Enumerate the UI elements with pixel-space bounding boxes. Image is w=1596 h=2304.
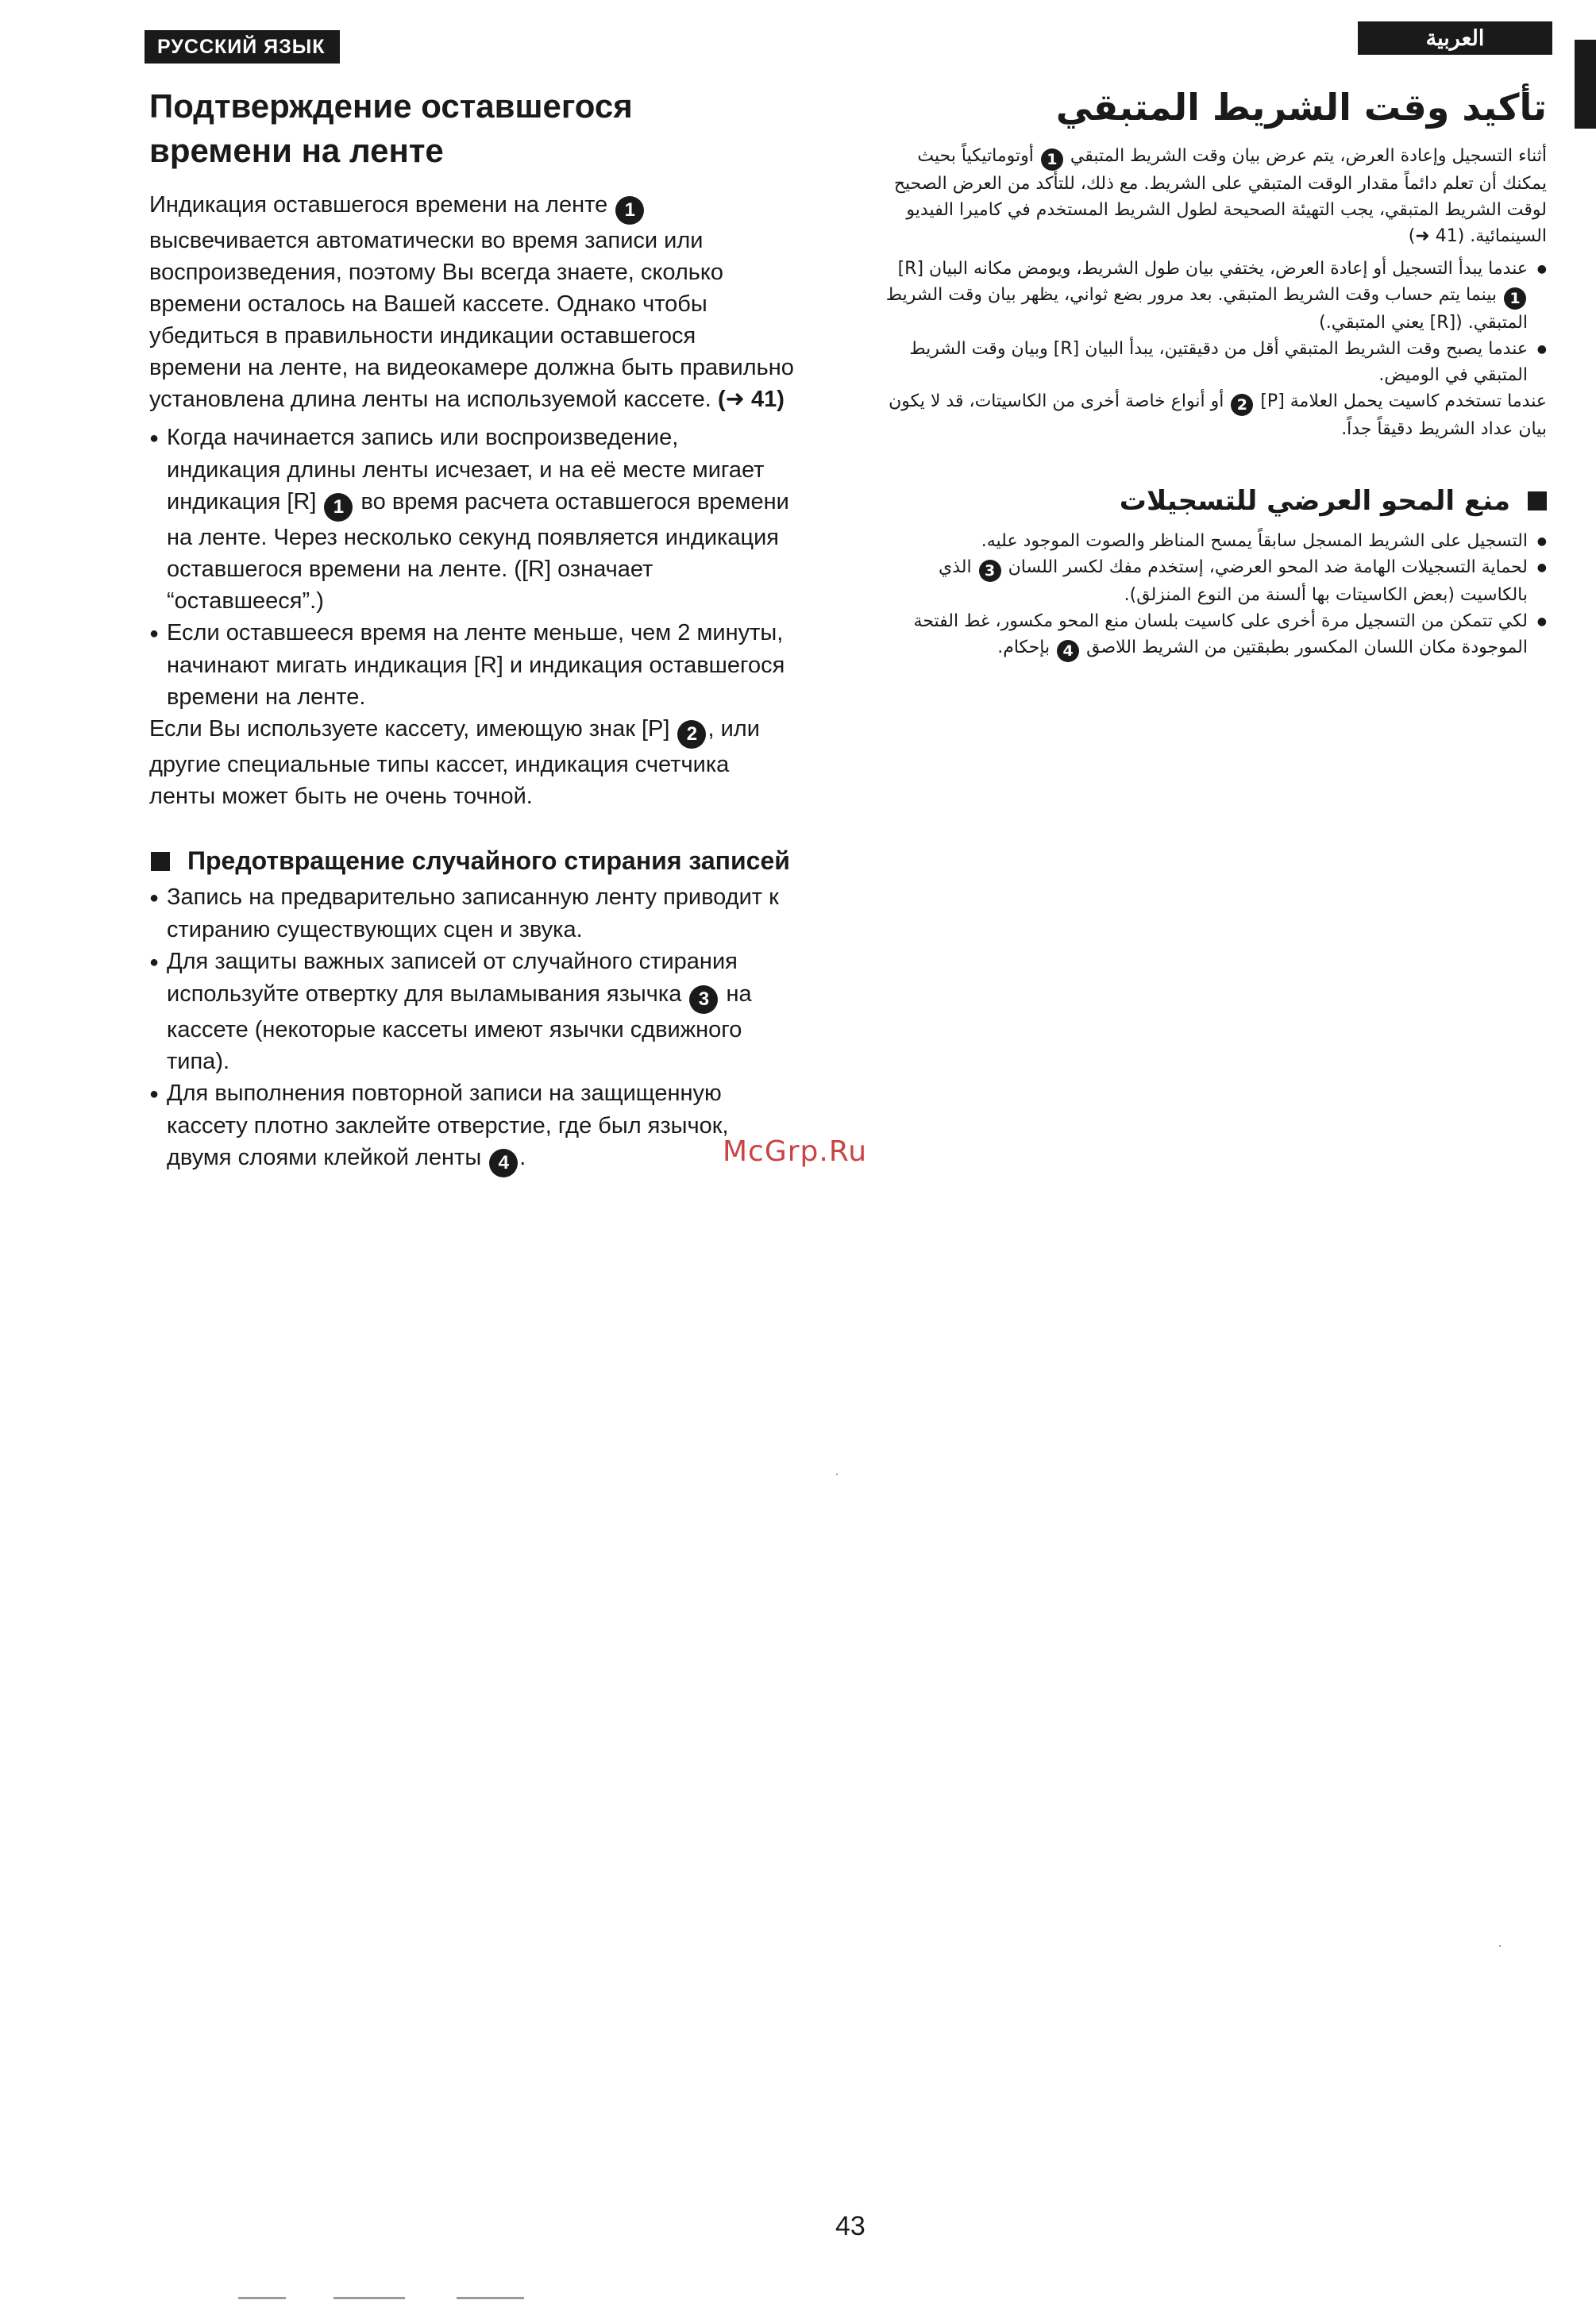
ru-note-text-a: Если Вы используете кассету, имеющую знак [P] xyxy=(149,716,670,742)
ru-intro-text-a: Индикация оставшегося времени на ленте xyxy=(149,192,608,218)
ru-title-line-2: времени на ленте xyxy=(149,132,444,169)
marker-3-icon: 3 xyxy=(979,560,1001,582)
ru-bullet1-text-b: во время расчета оставшегося времени на ленте. Через несколько секунд появляется индикация оставшегося времени на ленте. ([R] означает “оставшееся”.) xyxy=(167,489,789,614)
scan-artifact xyxy=(333,2297,405,2299)
ar-bullet2-text: عندما يصبح وقت الشريط المتبقي أقل من دقيقتين، يبدأ البيان [R] وبيان وقت الشريط المتبقي في الوميض. xyxy=(909,339,1528,385)
ar-bullet5-text-a: لكي تتمكن من التسجيل مرة أخرى على كاسيت بلسان منع المحو مكسور، غط الفتحة الموجودة مكان اللسان المكسور بطبقتين من الشريط اللاصق xyxy=(913,611,1528,657)
marker-1-icon: 1 xyxy=(324,493,353,522)
ru-bullet-list-2 xyxy=(149,881,794,1177)
marker-1-icon: 1 xyxy=(1504,287,1526,310)
ru-bullet1-text-a: Когда начинается запись или воспроизведение, индикация длины ленты исчезает, и на её месте мигает индикация [R] xyxy=(167,425,765,514)
ar-intro-paragraph xyxy=(880,143,1547,249)
marker-4-icon: 4 xyxy=(489,1149,518,1177)
ru-subsection-title: Предотвращение случайного стирания записей xyxy=(187,846,790,875)
ar-section-title: تأكيد وقت الشريط المتبقي xyxy=(1055,86,1547,129)
ru-bullet5-text-a: Для выполнения повторной записи на защищенную кассету плотно заклейте отверстие, где был язычок, двумя слоями клейкой ленты xyxy=(167,1081,729,1170)
list-item xyxy=(880,608,1547,662)
ar-bullet1-text-a: عندما يبدأ التسجيل أو إعادة العرض، يختفي بيان طول الشريط، ويومض مكانه البيان [R] xyxy=(897,259,1528,279)
ru-bullet5-text-b: . xyxy=(519,1145,526,1170)
ru-cassette-note xyxy=(149,713,794,812)
list-item xyxy=(880,336,1547,388)
ru-subsection-heading xyxy=(149,844,794,878)
page-number: 43 xyxy=(835,2211,865,2241)
ar-subsection-heading xyxy=(880,482,1547,520)
list-item xyxy=(880,528,1547,554)
marker-3-icon: 3 xyxy=(689,985,718,1014)
ru-intro-text-b: высвечивается автоматически во время записи или воспроизведения, поэтому Вы всегда знаете, сколько времени осталось на Вашей кассете. Однако чтобы убедиться в правильности индикации оставшегося времени на ленте, на видеокамере должна быть правильно установлена длина ленты на используемой кассете. xyxy=(149,228,794,412)
list-item xyxy=(149,1077,794,1177)
ru-bullet-list-1 xyxy=(149,422,794,713)
ar-intro-text-b: أوتوماتيكياً بحيث يمكنك أن تعلم دائماً مقدار الوقت المتبقي على الشريط. مع ذلك، للتأكد من العرض الصحيح لوقت الشريط المتبقي، يجب التهيئة الصحيحة لطول الشريط المستخدم في كاميرا الفيديو السينمائية. xyxy=(893,146,1547,246)
ar-intro-text-a: أثناء التسجيل وإعادة العرض، يتم عرض بيان وقت الشريط المتبقي xyxy=(1070,146,1547,166)
ar-bullet4-text-b: الذي بالكاسيت (بعض الكاسيتات بها ألسنة من النوع المنزلق). xyxy=(939,557,1528,605)
list-item xyxy=(149,881,794,946)
scan-artifact xyxy=(238,2297,286,2299)
ru-intro-paragraph xyxy=(149,189,794,415)
ar-bullet5-text-b: بإحكام. xyxy=(997,638,1051,657)
list-item xyxy=(880,554,1547,608)
square-bullet-icon xyxy=(151,852,170,871)
marker-2-icon: 2 xyxy=(677,720,706,749)
ar-page-reference: (➜ 41) xyxy=(1408,226,1465,246)
list-item xyxy=(880,256,1547,336)
ar-bullet-list-1 xyxy=(880,256,1547,388)
scan-artifact xyxy=(457,2297,524,2299)
marker-1-icon: 1 xyxy=(615,196,644,225)
list-item xyxy=(149,946,794,1077)
ar-cassette-note xyxy=(880,388,1547,442)
ar-note-text-a: عندما تستخدم كاسيت يحمل العلامة [P] xyxy=(1260,391,1547,411)
arabic-column xyxy=(880,81,1547,662)
ar-subsection-title: منع المحو العرضي للتسجيلات xyxy=(1119,485,1510,517)
ru-page-reference: (➜ 41) xyxy=(717,387,785,412)
ar-bullet3-text: التسجيل على الشريط المسجل سابقاً يمسح المناظر والصوت الموجود عليه. xyxy=(981,531,1528,551)
ru-note-text-b: , или другие специальные типы кассет, индикация счетчика ленты может быть не очень точной. xyxy=(149,716,760,809)
ru-bullet4-text-a: Для защиты важных записей от случайного стирания используйте отвертку для выламывания язычка xyxy=(167,949,738,1007)
watermark-text: McGrp.Ru xyxy=(723,1135,868,1168)
ar-bullet-list-2 xyxy=(880,528,1547,662)
list-item xyxy=(149,422,794,617)
language-badge-arabic: العربية xyxy=(1358,21,1552,55)
ar-bullet1-text-b: بينما يتم حساب وقت الشريط المتبقي. بعد مرور بضع ثواني، يظهر بيان وقت الشريط المتبقي. ([R] يعني المتبقي.) xyxy=(885,285,1528,333)
ru-bullet4-text-b: на кассете (некоторые кассеты имеют язычки сдвижного типа). xyxy=(167,981,752,1074)
ru-section-title xyxy=(149,84,794,173)
ru-bullet3-text: Запись на предварительно записанную ленту приводит к стиранию существующих сцен и звука. xyxy=(167,884,779,942)
language-badge-russian: РУССКИЙ ЯЗЫК xyxy=(145,30,340,64)
marker-4-icon: 4 xyxy=(1057,640,1079,662)
marker-1-icon: 1 xyxy=(1041,148,1063,171)
square-bullet-icon xyxy=(1528,491,1547,511)
russian-column xyxy=(149,84,794,1177)
list-item xyxy=(149,617,794,713)
marker-2-icon: 2 xyxy=(1231,394,1253,416)
ru-title-line-1: Подтверждение оставшегося xyxy=(149,87,633,125)
scan-artifact xyxy=(1499,1945,1501,1947)
ar-bullet4-text-a: لحماية التسجيلات الهامة ضد المحو العرضي، إستخدم مفك لكسر اللسان xyxy=(1008,557,1528,577)
scan-artifact xyxy=(836,1474,838,1475)
edge-tab-marker xyxy=(1575,40,1596,129)
ar-note-text-b: أو أنواع خاصة أخرى من الكاسيتات، قد لا يكون بيان عداد الشريط دقيقاً جداً. xyxy=(889,391,1547,439)
ru-bullet2-text: Если оставшееся время на ленте меньше, чем 2 минуты, начинают мигать индикация [R] и индикация оставшегося времени на ленте. xyxy=(167,620,785,710)
